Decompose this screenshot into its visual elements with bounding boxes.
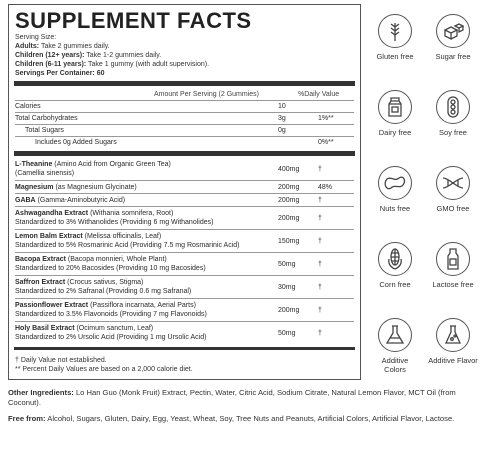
badge-soy-free: Soy free	[428, 90, 478, 137]
footnotes	[15, 356, 354, 374]
children6-dose: Children (6-11 years): Take 1 gummy (with adult supervision).	[15, 61, 210, 68]
table-row: Calories 10	[15, 103, 286, 110]
ingredient-name: Saffron Extract (Crocus sativus, Stigma) Standardized to 2% Safranal (Providing 0.6 mg Safranal)	[15, 279, 192, 295]
ingredient-dv: †	[318, 237, 322, 245]
dna-icon	[441, 174, 465, 192]
servings-per-container: Servings Per Container: 60	[15, 70, 105, 77]
soy-pod-icon	[445, 95, 461, 119]
ingredient-dv: 48%	[318, 183, 333, 191]
children12-dose: Children (12+ years): Take 1-2 gummies daily.	[15, 52, 162, 59]
ingredient-name: Passionflower Extract (Passiflora incarnata, Aerial Parts) Standardized to 3.5% Flavonoids (Providing 7 mg Flavonoids)	[15, 302, 207, 318]
ingredient-row	[15, 322, 354, 344]
milk-carton-icon	[386, 96, 404, 118]
table-row: Total Carbohydrates 3g 1%**	[15, 115, 334, 122]
serving-info	[15, 33, 354, 78]
header-amount: Amount Per Serving (2 Gummies)	[153, 90, 260, 98]
ingredient-row	[15, 158, 354, 180]
badge-gluten-free: Gluten free	[370, 14, 420, 61]
badge-additive-flavor: Additive Flavor	[428, 318, 478, 365]
ingredient-dv: †	[318, 165, 322, 173]
milk-bottle-icon	[445, 247, 461, 271]
ingredient-dv: †	[318, 260, 322, 268]
badge-dairy-free: Dairy free	[370, 90, 420, 137]
ingredient-row	[15, 207, 354, 229]
ingredient-amount: 200mg	[278, 214, 300, 222]
thick-divider	[14, 347, 355, 350]
footnote-dv: ** Percent Daily Values are based on a 2,000 calorie diet.	[15, 366, 193, 373]
badge-sugar-free: Sugar free	[428, 14, 478, 61]
ingredient-amount: 50mg	[278, 329, 296, 337]
peanut-icon	[383, 174, 407, 192]
table-header	[15, 88, 354, 100]
other-ingredients: Other Ingredients: Lo Han Guo (Monk Fruit) Extract, Pectin, Water, Citric Acid, Sodium Citrate, Natural Lemon Flavor, MCT Oil (from Coconut).	[8, 388, 456, 407]
serving-size: Serving Size:	[15, 34, 57, 41]
adults-dose: Adults: Take 2 gummies daily.	[15, 43, 110, 50]
ingredient-dv: †	[318, 306, 322, 314]
table-row: Includes 0g Added Sugars 0%**	[35, 139, 334, 146]
ingredient-amount: 50mg	[278, 260, 296, 268]
badge-additive-colors: Additive Colors	[370, 318, 420, 374]
ingredient-name: GABA (Gamma-Aminobutyric Acid)	[15, 196, 126, 204]
ingredient-amount: 200mg	[278, 183, 300, 191]
ingredient-amount: 30mg	[278, 283, 296, 291]
thick-divider	[14, 151, 355, 156]
ingredient-dv: †	[318, 329, 322, 337]
ingredient-name: Holy Basil Extract (Ocimum sanctum, Leaf) Standardized to 2% Ursolic Acid (Providing 1 mg Ursolic Acid)	[15, 325, 207, 341]
badge-gmo-free: GMO free	[428, 166, 478, 213]
corn-icon	[386, 247, 404, 271]
beaker-icon	[442, 324, 464, 346]
ingredient-row	[15, 253, 354, 275]
header-dv: %Daily Value	[298, 90, 340, 98]
ingredient-dv: †	[318, 214, 322, 222]
ingredient-dv: †	[318, 196, 322, 204]
ingredient-name: Magnesium (as Magnesium Glycinate)	[15, 183, 137, 191]
ingredient-row	[15, 230, 354, 252]
ingredient-row	[15, 299, 354, 321]
ingredient-name: Lemon Balm Extract (Melissa officinalis, Leaf) Standardized to 5% Rosmarinic Acid (Providing 7.5 mg Rosmarinic Acid)	[15, 233, 240, 249]
ingredient-dv: †	[318, 283, 322, 291]
ingredient-amount: 200mg	[278, 196, 300, 204]
sugar-cube-icon	[442, 21, 464, 41]
ingredient-amount: 150mg	[278, 237, 300, 245]
ingredient-notes	[8, 388, 478, 430]
free-from: Free from: Alcohol, Sugars, Gluten, Dairy, Egg, Yeast, Wheat, Soy, Tree Nuts and Peanuts, Artificial Colors, Artificial Flavor, Lactose.	[8, 414, 455, 423]
badge-corn-free: Corn free	[370, 242, 420, 289]
thick-divider	[14, 81, 355, 86]
ingredient-amount: 400mg	[278, 165, 300, 173]
ingredient-name: Ashwagandha Extract (Withania somnifera, Root) Standardized to 3% Withanolides (Providing 6 mg Withanolides)	[15, 210, 214, 226]
panel-title: SUPPLEMENT FACTS	[15, 8, 252, 33]
ingredient-row	[15, 194, 354, 206]
table-row: Total Sugars 0g	[25, 127, 286, 134]
wheat-icon	[385, 20, 405, 42]
footnote-dagger: † Daily Value not established.	[15, 357, 107, 364]
flask-icon	[384, 324, 406, 346]
ingredient-list	[15, 158, 354, 344]
badge-nuts-free: Nuts free	[370, 166, 420, 213]
ingredient-row	[15, 276, 354, 298]
supplement-facts-panel	[8, 4, 361, 380]
badge-lactose-free: Lactose free	[428, 242, 478, 289]
ingredient-name: L-Theanine (Amino Acid from Organic Green Tea) (Camellia sinensis)	[15, 161, 171, 177]
ingredient-amount: 200mg	[278, 306, 300, 314]
ingredient-name: Bacopa Extract (Bacopa monnieri, Whole Plant) Standardized to 20% Bacosides (Providing 10 mg Bacosides)	[15, 256, 206, 272]
ingredient-row	[15, 181, 354, 193]
